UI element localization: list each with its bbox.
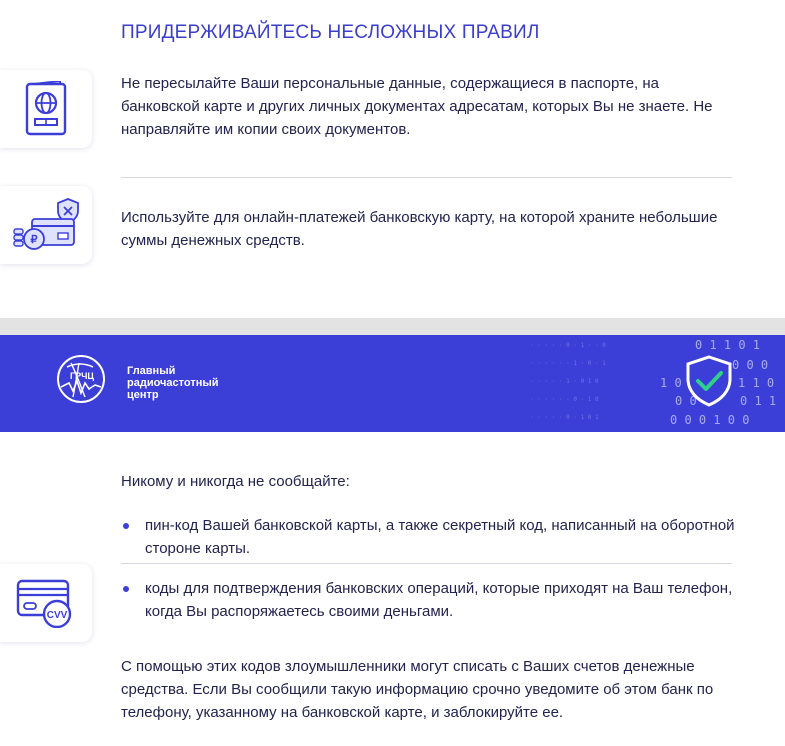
svg-text:· · · · · 0 · 1 · ·: · · · · · 0 · 1 · · 0 [530,342,606,349]
cvv-card-icon-card [0,564,92,642]
divider [121,177,732,178]
cvv-card-icon [15,578,77,628]
svg-text:1 1 0: 1 1 0 [738,376,775,390]
svg-text:0 0 0 1 0 0: 0 0 0 1 0 0 [670,413,750,427]
org-name-line-2: радиочастотный [127,377,219,389]
banner-top-strip [0,318,785,335]
warning-text: С помощью этих кодов злоумышленники могут списать с Ваших счетов денежные средства. Если Вы сообщили такую информацию срочно уведомите об этом банк по телефону, указанному на банковской карте, и заблокируйте ее. [121,658,714,721]
secrets-intro: Никому и никогда не сообщайте: [121,473,350,490]
svg-text:· · · · · · 0 · 1 0: · · · · · · 0 · 1 0 [530,396,599,403]
svg-text:· · · · · 0 · 1 0 1: · · · · · 0 · 1 0 1 [530,414,599,421]
svg-text:0 1 1 0 1: 0 1 1 0 1 [695,338,761,352]
list-item: коды для подтверждения банковских операций, которые приходят на Ваш телефон, когда Вы распоряжаетесь своими деньгами. [121,577,741,623]
grcc-logo [55,353,107,410]
list-item: пин-код Вашей банковской карты, а также секретный код, написанный на оборотной стороне карты. [121,514,741,560]
secrets-list [121,514,741,623]
card-payment-shield-icon [6,195,86,255]
svg-text:1 0: 1 0 [660,376,682,390]
divider [121,563,732,564]
svg-text:0 0 0: 0 0 0 [732,358,769,372]
cvv-label: CVV [46,610,68,621]
svg-text:0 0: 0 0 [675,394,697,408]
svg-text:0 1 1: 0 1 1 [740,394,777,408]
svg-text:· · · · · 1 · 0 1 0: · · · · · 1 · 0 1 0 [530,378,599,385]
org-name-line-3: центр [127,389,159,401]
svg-text:₽: ₽ [30,234,38,246]
card-payment-icon-card [0,186,92,264]
binary-pattern-decoration [520,335,785,432]
rule-passport-text: Не пересылайте Ваши персональные данные, содержащиеся в паспорте, на банковской карте и других личных документах адресатам, которых Вы не знаете. Не направляйте им копии своих документов. [121,75,713,138]
org-name [127,365,219,401]
org-name-line-1: Главный [127,365,176,377]
logo-abbreviation: ГРЧЦ [69,371,95,381]
passport-icon-card [0,70,92,148]
section-title: ПРИДЕРЖИВАЙТЕСЬ НЕСЛОЖНЫХ ПРАВИЛ [121,22,540,43]
passport-icon [24,81,68,137]
svg-text:· · · · · · 1 · 0 ·: · · · · · · 1 · 0 · 1 [530,360,606,367]
rule-card-text: Используйте для онлайн-платежей банковскую карту, на которой храните небольшие суммы денежных средств. [121,209,718,249]
security-shield-check-icon [684,355,734,407]
